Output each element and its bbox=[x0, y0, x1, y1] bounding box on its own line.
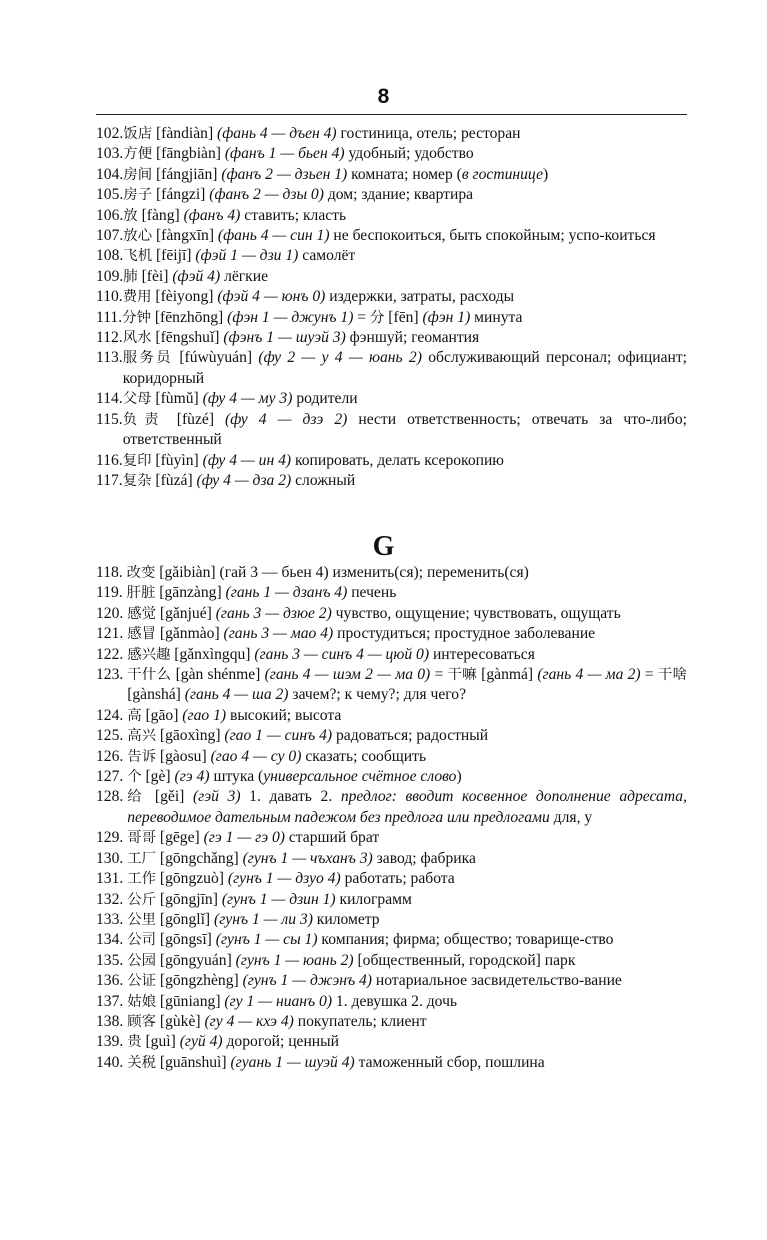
dictionary-entry bbox=[96, 890, 687, 910]
text: [fēngshuǐ] bbox=[151, 329, 224, 347]
entry-number: 137. bbox=[96, 992, 128, 1010]
entry-body bbox=[123, 287, 687, 307]
italic-text: (фэн 1) bbox=[422, 308, 471, 326]
hanzi: 公园 bbox=[127, 952, 156, 969]
text: [fàngxīn] bbox=[152, 227, 218, 245]
entry-number: 110. bbox=[96, 288, 123, 306]
hanzi: 父母 bbox=[122, 391, 152, 408]
hanzi: 感觉 bbox=[127, 605, 156, 622]
text: [fángzi] bbox=[152, 186, 210, 204]
entry-body bbox=[127, 971, 687, 991]
text: [fèi] bbox=[137, 267, 173, 285]
italic-text: (гэ 1 — гэ 0) bbox=[203, 829, 285, 847]
text: [gǎnjué] bbox=[155, 604, 216, 622]
text: = bbox=[353, 308, 370, 326]
text: [gè] bbox=[141, 768, 175, 786]
dictionary-entry bbox=[96, 451, 687, 471]
entry-number: 106. bbox=[96, 206, 124, 224]
text: нести ответственность; отвечать за что-либо; ответственный bbox=[122, 410, 687, 449]
entry-number: 103. bbox=[96, 145, 124, 163]
entry-body bbox=[127, 583, 687, 603]
text: [gànmá] bbox=[476, 666, 538, 684]
dictionary-entry bbox=[96, 124, 687, 144]
italic-text: (гао 4 — су 0) bbox=[210, 747, 302, 765]
entry-number: 122. bbox=[96, 645, 128, 663]
entry-number: 139. bbox=[96, 1033, 128, 1051]
dictionary-entry bbox=[96, 706, 687, 726]
italic-text: в гостинице bbox=[461, 165, 544, 183]
text: [gōngsī] bbox=[155, 931, 216, 949]
entry-body bbox=[127, 604, 687, 624]
text: чувство, ощущение; чувствовать, ощущать bbox=[331, 604, 621, 622]
dictionary-entry bbox=[96, 787, 687, 828]
text: печень bbox=[347, 584, 397, 602]
italic-text: (гунъ 1 — ли 3) bbox=[214, 910, 313, 928]
hanzi: 公司 bbox=[127, 932, 156, 949]
italic-text: (гунъ 1 — дзин 1) bbox=[221, 890, 336, 908]
entry-body bbox=[127, 706, 687, 726]
italic-text: (фу 4 — ин 4) bbox=[202, 451, 292, 469]
italic-text: (гао 1 — синъ 4) bbox=[224, 727, 333, 745]
text: ) bbox=[543, 165, 549, 183]
hanzi: 饭店 bbox=[123, 126, 153, 142]
dictionary-entry bbox=[96, 665, 687, 706]
text: комната; номер ( bbox=[347, 165, 462, 183]
dictionary-entry bbox=[96, 287, 687, 307]
italic-text: (гуань 1 — шуэй 4) bbox=[230, 1053, 355, 1071]
text: удобный; удобство bbox=[344, 145, 474, 163]
entry-number: 107. bbox=[96, 227, 124, 245]
italic-text: универсальное счётное слово bbox=[263, 768, 457, 786]
entry-body bbox=[127, 869, 687, 889]
text: [gāoxìng] bbox=[155, 727, 225, 745]
text: гостиница, отель; ресторан bbox=[336, 125, 521, 142]
italic-text: (гэй 3) bbox=[192, 788, 241, 806]
text: [guānshuì] bbox=[155, 1053, 231, 1071]
entries-list-g bbox=[96, 563, 687, 1073]
dictionary-entry bbox=[96, 1032, 687, 1052]
hanzi: 干什么 bbox=[127, 667, 172, 684]
hanzi: 高 bbox=[127, 707, 142, 724]
hanzi: 复印 bbox=[122, 452, 152, 469]
text: ставить; класть bbox=[240, 206, 347, 224]
entry-number: 124. bbox=[96, 706, 128, 724]
text: [fàng] bbox=[137, 206, 184, 224]
text: старший брат bbox=[284, 829, 380, 847]
entry-number: 133. bbox=[96, 910, 128, 928]
entry-body bbox=[127, 849, 687, 869]
entry-body bbox=[123, 165, 687, 185]
italic-text: (фанъ 4) bbox=[183, 206, 241, 224]
text: высокий; высота bbox=[226, 706, 342, 724]
hanzi: 贵 bbox=[127, 1034, 142, 1051]
italic-text: (гань 3 — синъ 4 — цюй 0) bbox=[254, 645, 430, 663]
italic-text: (гань 4 — ша 2) bbox=[184, 686, 289, 704]
text: сложный bbox=[291, 471, 356, 489]
hanzi: 改变 bbox=[126, 565, 156, 581]
text: = bbox=[640, 666, 658, 684]
text: [fāngbiàn] bbox=[152, 145, 225, 163]
hanzi: 干嘛 bbox=[447, 667, 477, 684]
dictionary-entry bbox=[96, 951, 687, 971]
italic-text: (гао 1) bbox=[182, 706, 227, 724]
entry-body bbox=[127, 726, 687, 746]
text: [gànshá] bbox=[127, 686, 185, 704]
text: [общественный, городской] парк bbox=[353, 951, 576, 969]
section-letter: G bbox=[372, 531, 395, 562]
text: интересоваться bbox=[429, 645, 535, 663]
entry-number: 114. bbox=[96, 390, 123, 408]
text: [fùyìn] bbox=[151, 451, 203, 469]
entry-body bbox=[123, 471, 687, 491]
text: 1. давать 2. bbox=[240, 788, 341, 806]
hanzi: 放心 bbox=[123, 228, 153, 245]
dictionary-entry bbox=[96, 992, 687, 1012]
entry-body bbox=[127, 563, 687, 583]
hanzi: 分 bbox=[370, 309, 385, 326]
entry-body bbox=[123, 410, 687, 451]
entry-body bbox=[123, 267, 687, 287]
hanzi: 肝脏 bbox=[126, 585, 156, 602]
entry-body bbox=[127, 747, 687, 767]
hanzi: 房间 bbox=[123, 166, 153, 183]
text: сказать; сообщить bbox=[301, 747, 427, 765]
hanzi: 公证 bbox=[127, 973, 156, 990]
entry-number: 116. bbox=[96, 451, 123, 469]
entry-body bbox=[127, 951, 687, 971]
entry-body bbox=[127, 992, 687, 1012]
dictionary-entry bbox=[96, 410, 687, 451]
hanzi: 顾客 bbox=[127, 1013, 156, 1030]
entry-number: 123. bbox=[96, 666, 128, 684]
dictionary-entry bbox=[96, 726, 687, 746]
entry-number: 128. bbox=[96, 788, 128, 806]
entry-number: 113. bbox=[96, 349, 123, 367]
text: [gōngyuán] bbox=[155, 951, 236, 969]
text: [gěi] bbox=[146, 788, 193, 806]
text: [fúwùyuán] bbox=[173, 349, 259, 367]
header-rule bbox=[96, 114, 687, 115]
text: 1. девушка 2. дочь bbox=[332, 992, 458, 1010]
italic-text: (фэй 4 — юнъ 0) bbox=[217, 288, 326, 306]
entry-body bbox=[127, 1012, 687, 1032]
text: фэншуй; геомантия bbox=[345, 329, 480, 347]
entry-number: 119. bbox=[96, 584, 127, 602]
entry-number: 140. bbox=[96, 1053, 128, 1071]
text: [fēijī] bbox=[152, 247, 196, 265]
italic-text: (гань 1 — дзанъ 4) bbox=[225, 584, 348, 602]
dictionary-entry bbox=[96, 767, 687, 787]
entry-number: 127. bbox=[96, 768, 128, 786]
text: дорогой; ценный bbox=[222, 1033, 339, 1051]
entry-number: 138. bbox=[96, 1012, 128, 1030]
dictionary-entry bbox=[96, 1012, 687, 1032]
text: зачем?; к чему?; для чего? bbox=[288, 686, 466, 704]
entry-body bbox=[127, 767, 687, 787]
text: (гай 3 — бьен 4) bbox=[219, 564, 329, 581]
text: [gǎibiàn] bbox=[155, 564, 220, 581]
italic-text: (фэн 1 — джунъ 1) bbox=[227, 308, 354, 326]
text: [gōnglǐ] bbox=[155, 910, 215, 928]
entry-body bbox=[127, 787, 687, 828]
entry-number: 130. bbox=[96, 849, 128, 867]
page-number: 8 bbox=[377, 85, 390, 108]
hanzi: 感兴趣 bbox=[127, 646, 171, 663]
entry-body bbox=[127, 890, 687, 910]
entry-body bbox=[127, 665, 687, 706]
hanzi: 飞机 bbox=[123, 248, 153, 265]
text: [gǎnmào] bbox=[155, 625, 224, 643]
entry-body bbox=[123, 185, 687, 205]
entry-number: 108. bbox=[96, 247, 124, 265]
italic-text: (фань 4 — дъен 4) bbox=[217, 125, 337, 142]
text: = bbox=[430, 666, 448, 684]
italic-text: (фанъ 1 — бьен 4) bbox=[224, 145, 345, 163]
entry-body bbox=[127, 828, 687, 848]
text: изменить(ся); переменить(ся) bbox=[328, 564, 529, 581]
hanzi: 公斤 bbox=[127, 891, 156, 908]
text: [gǎnxìngqu] bbox=[170, 645, 255, 663]
entry-body bbox=[123, 124, 687, 144]
italic-text: (гу 4 — кхэ 4) bbox=[204, 1012, 294, 1030]
text: килограмм bbox=[335, 890, 412, 908]
entry-number: 112. bbox=[96, 329, 123, 347]
text: [fùzé] bbox=[165, 410, 226, 428]
text: ) bbox=[456, 768, 462, 786]
entry-body bbox=[123, 206, 687, 226]
italic-text: (гунъ 1 — дзуо 4) bbox=[227, 870, 341, 888]
dictionary-entry bbox=[96, 267, 687, 287]
hanzi: 肺 bbox=[123, 268, 138, 285]
italic-text: (гунъ 1 — чъханъ 3) bbox=[242, 849, 373, 867]
dictionary-entry bbox=[96, 971, 687, 991]
dictionary-entry bbox=[96, 348, 687, 389]
entry-body bbox=[123, 328, 687, 348]
dictionary-entry bbox=[96, 471, 687, 491]
hanzi: 服务员 bbox=[122, 350, 174, 367]
text: [fùmǔ] bbox=[151, 390, 203, 408]
entry-number: 136. bbox=[96, 972, 128, 990]
entries-list-f bbox=[96, 124, 687, 491]
dictionary-entry bbox=[96, 1053, 687, 1073]
text: [gàosu] bbox=[155, 747, 211, 765]
entry-number: 117. bbox=[96, 471, 123, 489]
text: километр bbox=[312, 910, 380, 928]
dictionary-entry bbox=[96, 308, 687, 328]
dictionary-entry bbox=[96, 849, 687, 869]
dictionary-entry bbox=[96, 604, 687, 624]
text: минута bbox=[470, 308, 523, 326]
text: для, у bbox=[549, 808, 593, 826]
hanzi: 个 bbox=[127, 769, 142, 786]
entry-number: 134. bbox=[96, 931, 128, 949]
text: дом; здание; квартира bbox=[323, 186, 474, 204]
dictionary-entry bbox=[96, 645, 687, 665]
italic-text: (гуй 4) bbox=[179, 1033, 223, 1051]
entry-number: 118. bbox=[96, 564, 127, 581]
hanzi: 感冒 bbox=[127, 626, 156, 643]
text: штука ( bbox=[209, 768, 264, 786]
dictionary-entry bbox=[96, 328, 687, 348]
hanzi: 风水 bbox=[122, 330, 152, 347]
dictionary-entry bbox=[96, 930, 687, 950]
entry-number: 135. bbox=[96, 951, 128, 969]
entry-number: 126. bbox=[96, 747, 128, 765]
text: радоваться; радостный bbox=[332, 727, 489, 745]
hanzi: 干啥 bbox=[657, 667, 687, 684]
text: нотариальное засвидетельство-вание bbox=[371, 972, 622, 990]
italic-text: (гань 4 — ма 2) bbox=[537, 666, 641, 684]
text: копировать, делать ксерокопию bbox=[291, 451, 504, 469]
italic-text: (фу 2 — у 4 — юань 2) bbox=[258, 349, 422, 367]
text: [gōngzuò] bbox=[155, 870, 228, 888]
entry-body bbox=[127, 624, 687, 644]
text: [gàn shénme] bbox=[171, 666, 265, 684]
entry-number: 131. bbox=[96, 870, 128, 888]
entry-number: 120. bbox=[96, 604, 128, 622]
entry-number: 104. bbox=[96, 165, 124, 183]
italic-text: (фань 4 — син 1) bbox=[217, 227, 330, 245]
hanzi: 工作 bbox=[127, 871, 156, 888]
hanzi: 姑娘 bbox=[127, 993, 156, 1010]
entry-body bbox=[127, 1032, 687, 1052]
text: не беспокоиться, быть спокойным; успо-коиться bbox=[329, 227, 656, 245]
entry-body bbox=[123, 144, 687, 164]
text: [gūniang] bbox=[155, 992, 225, 1010]
text: [gānzàng] bbox=[155, 584, 226, 602]
hanzi: 放 bbox=[123, 207, 138, 224]
entry-number: 115. bbox=[96, 410, 123, 428]
italic-text: (гунъ 1 — юань 2) bbox=[235, 951, 354, 969]
dictionary-entry bbox=[96, 910, 687, 930]
dictionary-entry bbox=[96, 185, 687, 205]
italic-text: (гань 4 — шэм 2 — ма 0) bbox=[264, 666, 431, 684]
dictionary-entry bbox=[96, 226, 687, 246]
entry-body bbox=[123, 246, 687, 266]
text: [guì] bbox=[141, 1033, 180, 1051]
dictionary-entry bbox=[96, 747, 687, 767]
dictionary-entry bbox=[96, 165, 687, 185]
italic-text: (фу 4 — дзэ 2) bbox=[225, 410, 348, 428]
entry-number: 111. bbox=[96, 308, 123, 326]
entry-number: 105. bbox=[96, 186, 124, 204]
text: [gāo] bbox=[141, 706, 183, 724]
entry-number: 121. bbox=[96, 625, 128, 643]
text: [fàndiàn] bbox=[152, 125, 218, 142]
dictionary-entry bbox=[96, 144, 687, 164]
hanzi: 高兴 bbox=[127, 728, 156, 745]
text: [fēn] bbox=[384, 308, 423, 326]
italic-text: предлог: вводит косвенное дополнение адресата, переводимое дательным падежом без предлога или предлогами bbox=[127, 788, 687, 826]
text: [gōngchǎng] bbox=[155, 849, 243, 867]
text: родители bbox=[292, 390, 358, 408]
dictionary-entry bbox=[96, 828, 687, 848]
text: [fùzá] bbox=[151, 471, 197, 489]
italic-text: (фу 4 — дза 2) bbox=[196, 471, 292, 489]
text: простудиться; простудное заболевание bbox=[333, 625, 596, 643]
dictionary-entry bbox=[96, 389, 687, 409]
italic-text: (фанъ 2 — дзьен 1) bbox=[221, 165, 348, 183]
text: [gēge] bbox=[155, 829, 204, 847]
dictionary-entry bbox=[96, 583, 687, 603]
text: [fángjiān] bbox=[152, 165, 222, 183]
italic-text: (фэй 1 — дзи 1) bbox=[195, 247, 299, 265]
text: обслуживающий персонал; официант; коридорный bbox=[122, 349, 687, 387]
text: покупатель; клиент bbox=[293, 1012, 427, 1030]
dictionary-entry bbox=[96, 869, 687, 889]
hanzi: 告诉 bbox=[127, 748, 156, 765]
hanzi: 方便 bbox=[123, 146, 153, 163]
hanzi: 哥哥 bbox=[127, 830, 156, 847]
entry-body bbox=[122, 308, 687, 328]
entry-body bbox=[127, 930, 687, 950]
text: завод; фабрика bbox=[372, 849, 476, 867]
entry-body bbox=[127, 645, 687, 665]
hanzi: 负责 bbox=[122, 411, 166, 428]
text: работать; работа bbox=[340, 870, 455, 888]
text: лёгкие bbox=[220, 267, 269, 285]
text: издержки, затраты, расходы bbox=[325, 288, 515, 306]
italic-text: (гэ 4) bbox=[174, 768, 210, 786]
entry-number: 125. bbox=[96, 727, 128, 745]
italic-text: (фанъ 2 — дзы 0) bbox=[209, 186, 324, 204]
italic-text: (фэй 4) bbox=[172, 267, 221, 285]
text: [fēnzhōng] bbox=[150, 308, 228, 326]
hanzi: 分钟 bbox=[122, 309, 151, 326]
text: таможенный сбор, пошлина bbox=[354, 1053, 545, 1071]
text: [gōngzhèng] bbox=[155, 972, 243, 990]
hanzi: 关税 bbox=[127, 1054, 156, 1071]
dictionary-entry bbox=[96, 206, 687, 226]
italic-text: (фу 4 — му 3) bbox=[202, 390, 293, 408]
dictionary-entry bbox=[96, 246, 687, 266]
entry-number: 129. bbox=[96, 829, 128, 847]
text: [gùkè] bbox=[155, 1012, 205, 1030]
italic-text: (гань 3 — мао 4) bbox=[223, 625, 334, 643]
text: [fèiyong] bbox=[151, 288, 218, 306]
entry-body bbox=[127, 1053, 687, 1073]
text: самолёт bbox=[298, 247, 356, 265]
hanzi: 给 bbox=[127, 789, 147, 806]
hanzi: 公里 bbox=[127, 911, 156, 928]
entry-body bbox=[127, 910, 687, 930]
text: компания; фирма; общество; товарище-ство bbox=[317, 931, 614, 949]
italic-text: (гунъ 1 — сы 1) bbox=[215, 931, 318, 949]
entry-body bbox=[123, 451, 687, 471]
entry-number: 109. bbox=[96, 267, 124, 285]
hanzi: 费用 bbox=[122, 289, 152, 306]
hanzi: 房子 bbox=[123, 187, 153, 204]
entry-number: 132. bbox=[96, 890, 128, 908]
italic-text: (гунъ 1 — джэнъ 4) bbox=[242, 972, 372, 990]
entry-body bbox=[123, 226, 687, 246]
italic-text: (гань 3 — дзюе 2) bbox=[215, 604, 332, 622]
dictionary-entry bbox=[96, 563, 687, 583]
entry-body bbox=[123, 348, 687, 389]
text: [gōngjīn] bbox=[155, 890, 222, 908]
entry-number: 102. bbox=[96, 125, 124, 142]
italic-text: (гу 1 — нианъ 0) bbox=[224, 992, 333, 1010]
entry-body bbox=[123, 389, 687, 409]
dictionary-entry bbox=[96, 624, 687, 644]
italic-text: (фэнъ 1 — шуэй 3) bbox=[223, 329, 346, 347]
hanzi: 工厂 bbox=[127, 850, 156, 867]
hanzi: 复杂 bbox=[122, 472, 152, 489]
